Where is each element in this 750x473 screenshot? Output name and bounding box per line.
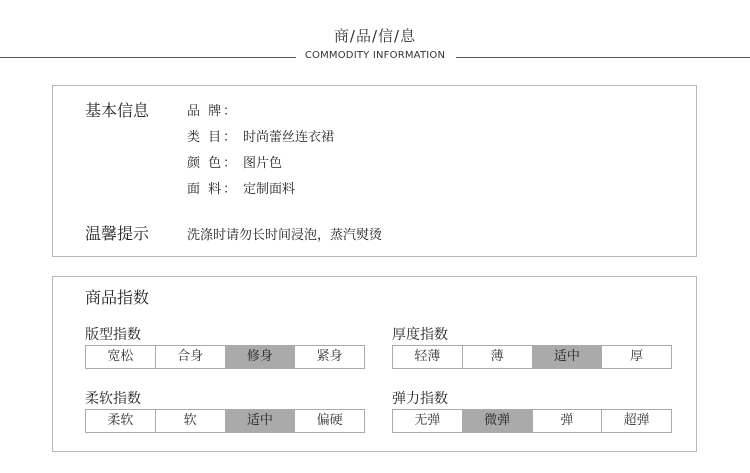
index-scale: [85, 345, 365, 369]
scale-option-selected[interactable]: 适中: [532, 346, 602, 368]
info-row-color: [187, 152, 282, 171]
scale-option[interactable]: 轻薄: [414, 349, 441, 364]
softness-index: [85, 388, 365, 433]
basic-info-panel: [52, 85, 697, 257]
index-scale: [392, 345, 672, 369]
info-value: 图片色: [243, 156, 283, 171]
elasticity-index: [392, 388, 672, 433]
basic-info-label: 基本信息: [85, 101, 150, 120]
scale-option[interactable]: 无弹: [414, 413, 441, 428]
product-index-panel: [52, 276, 697, 452]
scale-option[interactable]: 超弹: [601, 410, 671, 432]
index-label: 柔软指数: [85, 391, 141, 407]
product-index-title: 商品指数: [85, 288, 150, 307]
index-label: 版型指数: [85, 327, 141, 343]
tip-label: 温馨提示: [85, 224, 150, 243]
scale-option[interactable]: 软: [155, 410, 225, 432]
info-value: 时尚蕾丝连衣裙: [243, 130, 335, 145]
header-title: 商/品/信/息: [333, 27, 417, 45]
info-key: 品 牌：: [187, 104, 239, 119]
scale-option[interactable]: 合身: [155, 346, 225, 368]
info-key: 颜 色：: [187, 156, 239, 171]
scale-option[interactable]: 宽松: [107, 349, 134, 364]
index-scale: [85, 409, 365, 433]
fit-index: [85, 324, 365, 369]
header-subtitle: COMMODITY INFORMATION: [0, 50, 750, 61]
index-label: 弹力指数: [392, 391, 448, 407]
scale-option-selected[interactable]: 适中: [225, 410, 295, 432]
thickness-index: [392, 324, 672, 369]
info-row-fabric: [187, 178, 295, 197]
scale-option[interactable]: 紧身: [294, 346, 364, 368]
scale-option[interactable]: 厚: [601, 346, 671, 368]
index-label: 厚度指数: [392, 327, 448, 343]
scale-option[interactable]: 偏硬: [294, 410, 364, 432]
scale-option[interactable]: 薄: [462, 346, 532, 368]
index-scale: [392, 409, 672, 433]
info-key: 面 料：: [187, 182, 239, 197]
info-key: 类 目：: [187, 130, 239, 145]
tip-text: 洗涤时请勿长时间浸泡，蒸汽熨烫: [187, 228, 383, 243]
scale-option[interactable]: 弹: [532, 410, 602, 432]
info-row-category: [187, 126, 334, 145]
info-value: 定制面料: [243, 182, 296, 197]
scale-option-selected[interactable]: 修身: [225, 346, 295, 368]
scale-option[interactable]: 柔软: [107, 413, 134, 428]
info-row-brand: [187, 100, 243, 119]
scale-option-selected[interactable]: 微弹: [462, 410, 532, 432]
